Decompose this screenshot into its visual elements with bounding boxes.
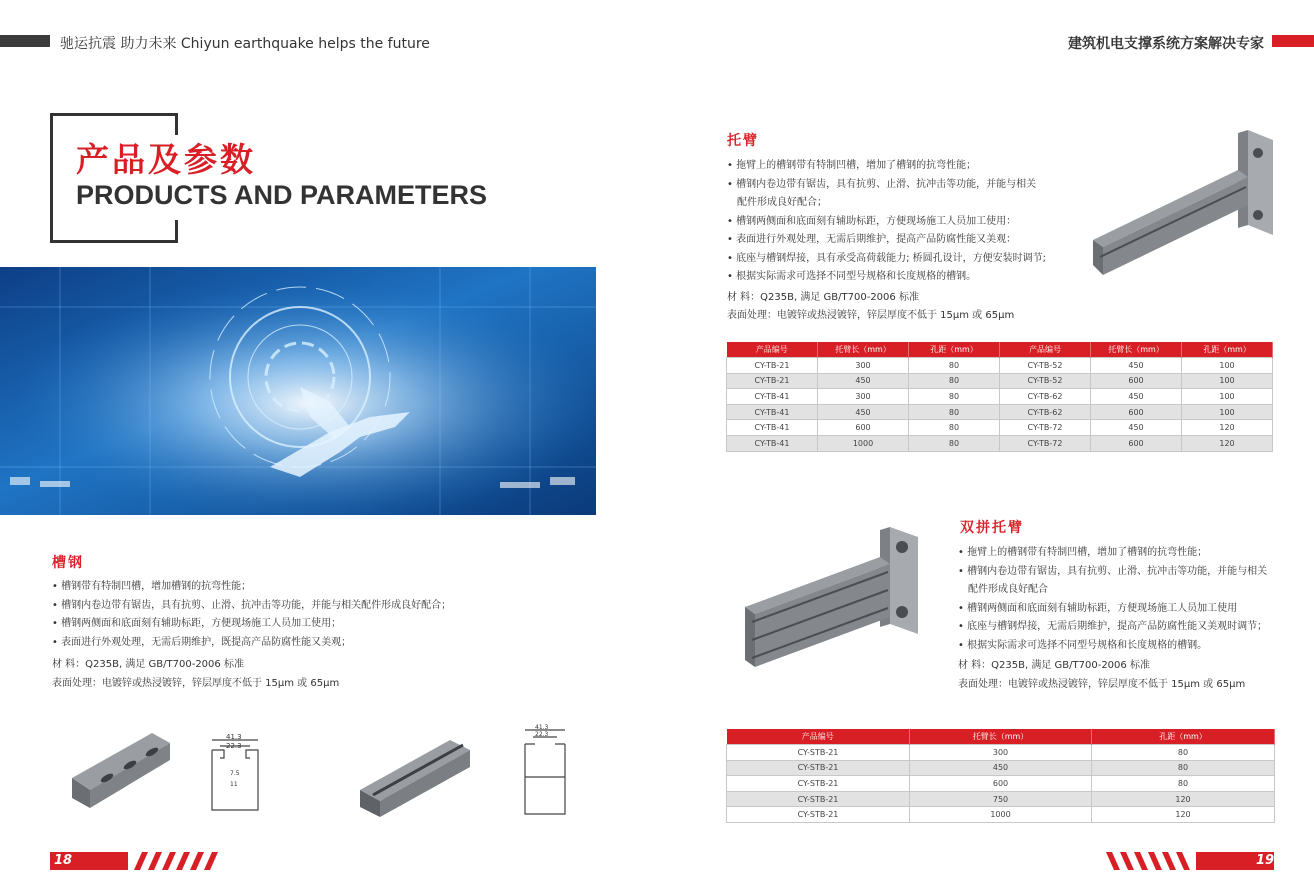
table-cell: CY-STB-21 (727, 807, 910, 823)
table-header-row (727, 729, 1275, 745)
list-item: 配件形成良好配合； (737, 197, 827, 208)
table-cell: CY-STB-21 (727, 760, 910, 776)
list-item: • 槽钢内卷边带有锯齿，具有抗剪、止滑、抗冲击等功能，并能与相关 (958, 565, 1268, 577)
slotted-channel-image (62, 728, 174, 816)
table-cell: 450 (910, 760, 1092, 776)
dim-b: 11 (230, 781, 238, 788)
table-cell: 300 (910, 745, 1092, 761)
list-item: • 底座与槽钢焊接，具有承受高荷载能力; 桥圆孔设计，方便安装时调节; (727, 252, 1046, 264)
bracket-material: 材 料：Q235B, 满足 GB/T700-2006 标准 (727, 292, 919, 303)
page-number-left: 18 (54, 853, 73, 868)
table-cell: 120 (1182, 420, 1273, 436)
table-cell: 450 (1091, 389, 1182, 405)
table-cell: CY-TB-21 (727, 373, 818, 389)
dim-a: 7.5 (230, 770, 240, 777)
column-header: 孔距（mm） (909, 342, 1000, 358)
bracket-bullets (727, 157, 1046, 287)
dim-outer-width: 41.3 (226, 733, 242, 741)
list-item: • 槽钢内卷边带有锯齿，具有抗剪、止滑、抗冲击等功能，并能与相关配件形成良好配合； (52, 599, 452, 611)
double-bracket-surface: 表面处理：电镀锌或热浸镀锌，锌层厚度不低于 15μm 或 65μm (958, 679, 1246, 690)
table-cell: CY-TB-21 (727, 358, 818, 374)
table-row (727, 358, 1273, 374)
dim-inner-width: 22.3 (226, 742, 242, 750)
table-cell: 750 (910, 791, 1092, 807)
column-header: 托臂长（mm） (1091, 342, 1182, 358)
column-header: 产品编号 (727, 729, 910, 745)
table-cell: 450 (818, 404, 909, 420)
header-tagline: 建筑机电支撑系统方案解决专家 (1068, 36, 1264, 52)
table-cell: 600 (1091, 435, 1182, 451)
table-cell: 100 (1182, 389, 1273, 405)
list-item: • 底座与槽钢焊接，无需后期维护，提高产品防腐性能又美观时调节； (958, 621, 1268, 632)
header-right-bar (1272, 35, 1314, 47)
table-cell: 600 (1091, 373, 1182, 389)
table-cell: 80 (909, 389, 1000, 405)
table-cell: 1000 (910, 807, 1092, 823)
table-cell: CY-TB-72 (1000, 435, 1091, 451)
list-item: • 拖臂上的槽钢带有特制凹槽，增加了槽钢的抗弯性能； (727, 160, 977, 171)
table-cell: 120 (1092, 807, 1275, 823)
table-row (727, 389, 1273, 405)
list-item: • 槽钢两侧面和底面刻有辅助标距，方便现场施工人员加工使用 (958, 602, 1238, 614)
title-frame-corner-top (175, 113, 178, 135)
table-cell: 80 (1092, 776, 1275, 792)
bracket-image (1088, 125, 1278, 285)
table-cell: CY-TB-72 (1000, 420, 1091, 436)
table-cell: 80 (909, 358, 1000, 374)
table-cell: 80 (909, 404, 1000, 420)
table-row (727, 373, 1273, 389)
table-row (727, 760, 1275, 776)
channel-surface: 表面处理：电镀锌或热浸镀锌，锌层厚度不低于 15μm 或 65μm (52, 678, 340, 689)
table-cell: 600 (910, 776, 1092, 792)
table-cell: 80 (1092, 745, 1275, 761)
channel-profile-drawing (200, 730, 270, 820)
table-cell: 120 (1092, 791, 1275, 807)
table-cell: CY-TB-52 (1000, 358, 1091, 374)
table-cell: CY-TB-52 (1000, 373, 1091, 389)
list-item: • 根据实际需求可选择不同型号规格和长度规格的槽钢。 (958, 639, 1208, 651)
table-cell: 100 (1182, 373, 1273, 389)
page-number-right: 19 (1256, 853, 1275, 868)
list-item: • 拖臂上的槽钢带有特制凹槽，增加了槽钢的抗弯性能； (958, 547, 1208, 558)
table-header-row (727, 342, 1273, 358)
double-channel-profile-drawing (515, 722, 575, 820)
double-bracket-bullets (958, 544, 1267, 655)
column-header: 产品编号 (1000, 342, 1091, 358)
column-header: 孔距（mm） (1092, 729, 1275, 745)
table-cell: CY-STB-21 (727, 776, 910, 792)
table-row (727, 791, 1275, 807)
table-cell: CY-TB-62 (1000, 389, 1091, 405)
table-cell: 80 (1092, 760, 1275, 776)
column-header: 产品编号 (727, 342, 818, 358)
table-cell: 1000 (818, 435, 909, 451)
page-title-cn: 产品及参数 (76, 140, 256, 179)
bracket-spec-table (726, 342, 1273, 452)
table-cell: 450 (818, 373, 909, 389)
double-bracket-spec-table (726, 729, 1275, 823)
header-left-bar (0, 35, 50, 47)
list-item: • 槽钢内卷边带有锯齿，具有抗剪、止滑、抗冲击等功能，并能与相关 (727, 178, 1037, 190)
table-cell: 450 (1091, 358, 1182, 374)
list-item: • 槽钢两侧面和底面刻有辅助标距，方便现场施工人员加工使用： (727, 215, 1017, 227)
channel-bullets (52, 578, 451, 652)
table-cell: 300 (818, 358, 909, 374)
table-cell: CY-TB-41 (727, 420, 818, 436)
channel-material: 材 料：Q235B, 满足 GB/T700-2006 标准 (52, 659, 244, 670)
table-cell: CY-STB-21 (727, 791, 910, 807)
list-item: • 槽钢两侧面和底面刻有辅助标距，方便现场施工人员加工使用； (52, 618, 342, 629)
column-header: 托臂长（mm） (818, 342, 909, 358)
footer-left-stripe (50, 852, 218, 870)
table-cell: 100 (1182, 358, 1273, 374)
list-item: • 根据实际需求可选择不同型号规格和长度规格的槽钢。 (727, 271, 977, 282)
header-slogan: 驰运抗震 助力未来 Chiyun earthquake helps the future (60, 36, 430, 52)
dim-inner-width-2: 22.3 (535, 731, 549, 738)
channel-section-title: 槽钢 (52, 555, 84, 571)
list-item: 配件形成良好配合 (968, 584, 1048, 595)
table-cell: 120 (1182, 435, 1273, 451)
list-item: • 槽钢带有特制凹槽，增加槽钢的抗弯性能； (52, 581, 252, 592)
table-cell: 80 (909, 420, 1000, 436)
table-row (727, 404, 1273, 420)
table-cell: 80 (909, 373, 1000, 389)
double-bracket-material: 材 料：Q235B, 满足 GB/T700-2006 标准 (958, 660, 1150, 671)
dim-outer-width-2: 41.3 (535, 724, 549, 731)
page-title-en: PRODUCTS AND PARAMETERS (76, 180, 488, 210)
table-row (727, 435, 1273, 451)
list-item: • 表面进行外观处理，无需后期维护，提高产品防腐性能又美观： (727, 234, 1017, 245)
bracket-section-title: 托臂 (727, 133, 759, 149)
table-cell: 300 (818, 389, 909, 405)
title-frame-corner-bottom (175, 220, 178, 243)
table-row (727, 745, 1275, 761)
double-bracket-image (740, 522, 930, 672)
footer-right-stripe (1106, 852, 1274, 870)
table-cell: 100 (1182, 404, 1273, 420)
table-cell: CY-STB-21 (727, 745, 910, 761)
table-cell: CY-TB-62 (1000, 404, 1091, 420)
table-row (727, 776, 1275, 792)
list-item: • 表面进行外观处理，无需后期维护，既提高产品防腐性能又美观； (52, 636, 352, 648)
column-header: 托臂长（mm） (910, 729, 1092, 745)
table-cell: 600 (818, 420, 909, 436)
table-cell: 600 (1091, 404, 1182, 420)
bracket-surface: 表面处理：电镀锌或热浸镀锌，锌层厚度不低于 15μm 或 65μm (727, 310, 1015, 321)
table-row (727, 420, 1273, 436)
table-cell: CY-TB-41 (727, 404, 818, 420)
table-cell: 450 (1091, 420, 1182, 436)
plain-channel-image (355, 735, 475, 821)
column-header: 孔距（mm） (1182, 342, 1273, 358)
tech-hand-banner-image (0, 267, 596, 515)
table-cell: CY-TB-41 (727, 389, 818, 405)
table-cell: CY-TB-41 (727, 435, 818, 451)
double-bracket-section-title: 双拼托臂 (960, 520, 1024, 536)
table-cell: 80 (909, 435, 1000, 451)
table-row (727, 807, 1275, 823)
